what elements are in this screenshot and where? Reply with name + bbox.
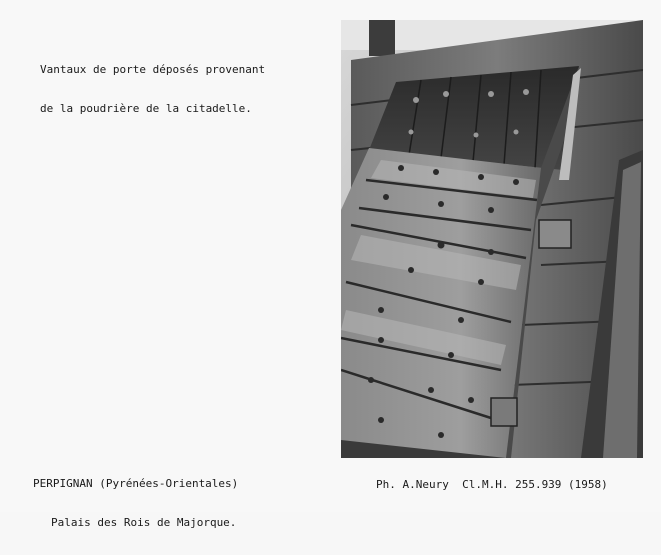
door-photograph xyxy=(341,20,643,458)
description-line-1: Vantaux de porte déposés provenant xyxy=(40,63,266,76)
location-line-2: Palais des Rois de Majorque. xyxy=(51,516,237,529)
description-line-2: de la poudrière de la citadelle. xyxy=(40,102,252,115)
photo-credit: Ph. A.Neury Cl.M.H. 255.939 (1958) xyxy=(376,478,608,491)
location-caption xyxy=(33,451,238,555)
photo-description xyxy=(40,37,265,141)
location-line-1: PERPIGNAN (Pyrénées-Orientales) xyxy=(33,477,239,490)
door-photograph-image xyxy=(341,20,643,458)
